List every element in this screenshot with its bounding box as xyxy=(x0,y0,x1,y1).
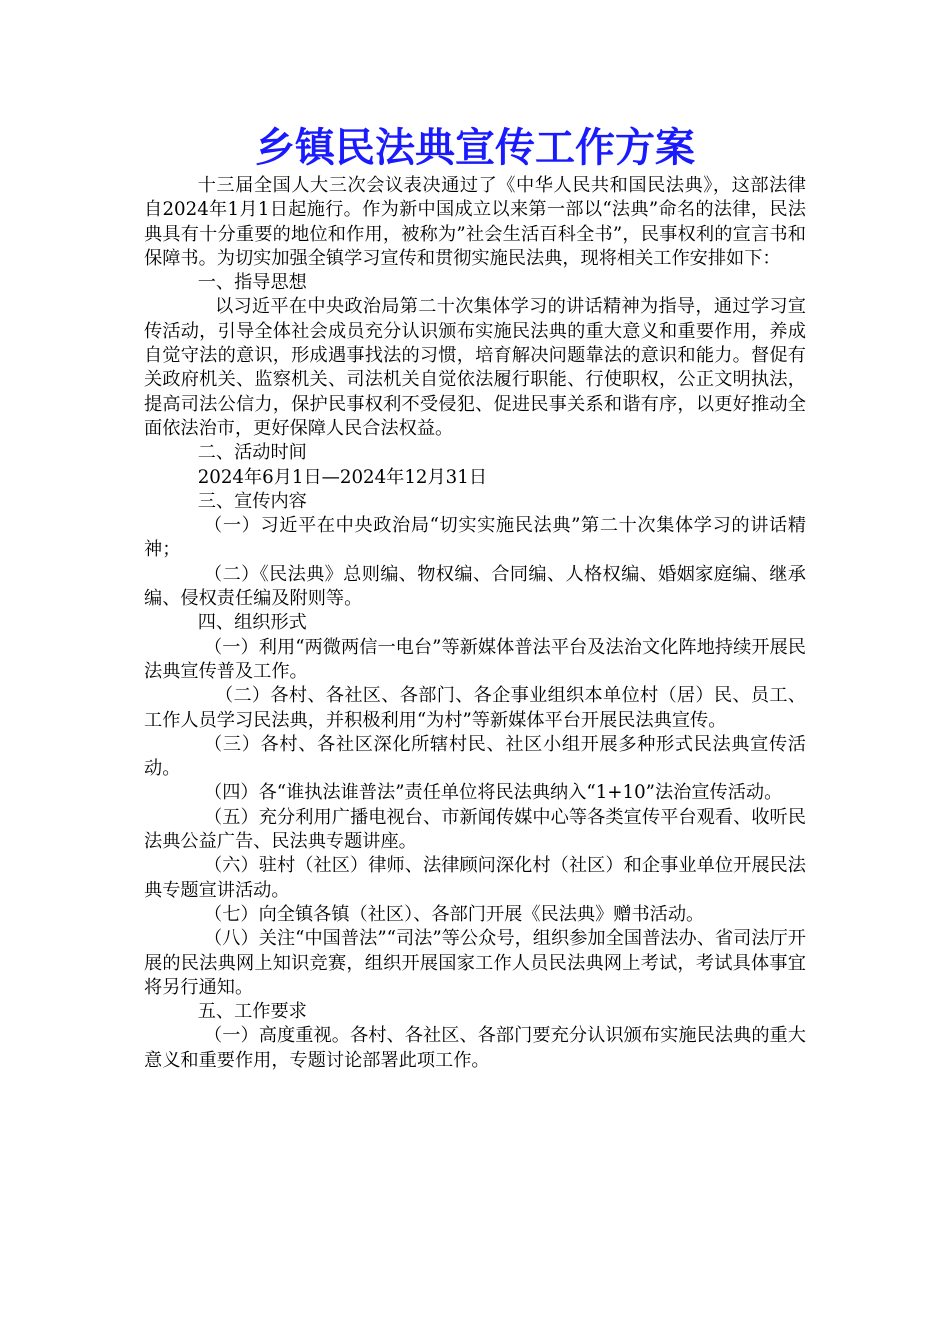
section-heading: 三、宣传内容 xyxy=(197,490,307,512)
section-heading: 一、指导思想 xyxy=(197,272,307,294)
list-item: （六）驻村（社区）律师、法律顾问深化村（社区）和企事业单位开展民法典专题宣讲活动。 xyxy=(144,855,806,901)
list-item: （三）各村、各社区深化所辖村民、社区小组开展多种形式民法典宣传活动。 xyxy=(144,733,806,780)
list-item: （二）《民法典》总则编、物权编、合同编、人格权编、婚姻家庭编、继承编、侵权责任编及附则等。 xyxy=(144,563,806,610)
document-body xyxy=(144,174,806,1073)
list-item: （一）高度重视。各村、各社区、各部门要充分认识颁布实施民法典的重大意义和重要作用，专题讨论部署此项工作。 xyxy=(144,1025,806,1071)
list-item: （七）向全镇各镇（社区）、各部门开展《民法典》赠书活动。 xyxy=(204,903,705,925)
document-title: 乡镇民法典宣传工作方案 xyxy=(255,124,695,171)
list-item: （四）各“谁执法谁普法”责任单位将民法典纳入“1+10”法治宣传活动。 xyxy=(204,782,783,804)
list-item: （一）利用“两微两信一电台”等新媒体普法平台及法治文化阵地持续开展民法典宣传普及工作。 xyxy=(144,636,806,682)
section-heading: 五、工作要求 xyxy=(197,1001,307,1023)
list-item: （五）充分利用广播电视台、市新闻传媒中心等各类宣传平台观看、收听民法典公益广告、民法典专题讲座。 xyxy=(144,806,806,853)
body-paragraph: 2024年6月1日—2024年12月31日 xyxy=(197,466,488,488)
intro-paragraph: 十三届全国人大三次会议表决通过了《中华人民共和国民法典》，这部法律自2024年1月1日起施行。作为新中国成立以来第一部以“法典”命名的法律，民法典具有十分重要的地位和作用，被称为”社会生活百科全书”，民事权利的宣言书和保障书。为切实加强全镇学习宣传和贯彻实施民法典，现将相关工作安排如下： xyxy=(144,175,806,269)
section-heading: 二、活动时间 xyxy=(197,442,307,464)
body-paragraph: 以习近平在中央政治局第二十次集体学习的讲话精神为指导，通过学习宣传活动，引导全体社会成员充分认识颁布实施民法典的重大意义和重要作用，养成自觉守法的意识，形成遇事找法的习惯，培育解决问题靠法的意识和能力。督促有关政府机关、监察机关、司法机关自觉依法履行职能、行使职权，公正文明执法，提高司法公信力，保护民事权利不受侵犯、促进民事关系和谐有序，以更好推动全面依法治市，更好保障人民合法权益。 xyxy=(144,296,806,439)
list-item: （二）各村、各社区、各部门、各企事业组织本单位村（居）民、员工、工作人员学习民法典，并积极利用“为村”等新媒体平台开展民法典宣传。 xyxy=(144,685,806,731)
list-item: （一）习近平在中央政治局“切实实施民法典”第二十次集体学习的讲话精神； xyxy=(144,515,806,561)
section-heading: 四、组织形式 xyxy=(197,612,307,634)
list-item: （八）关注“中国普法”“司法”等公众号，组织参加全国普法办、省司法厅开展的民法典网上知识竞赛，组织开展国家工作人员民法典网上考试，考试具体事宜将另行通知。 xyxy=(144,928,806,998)
